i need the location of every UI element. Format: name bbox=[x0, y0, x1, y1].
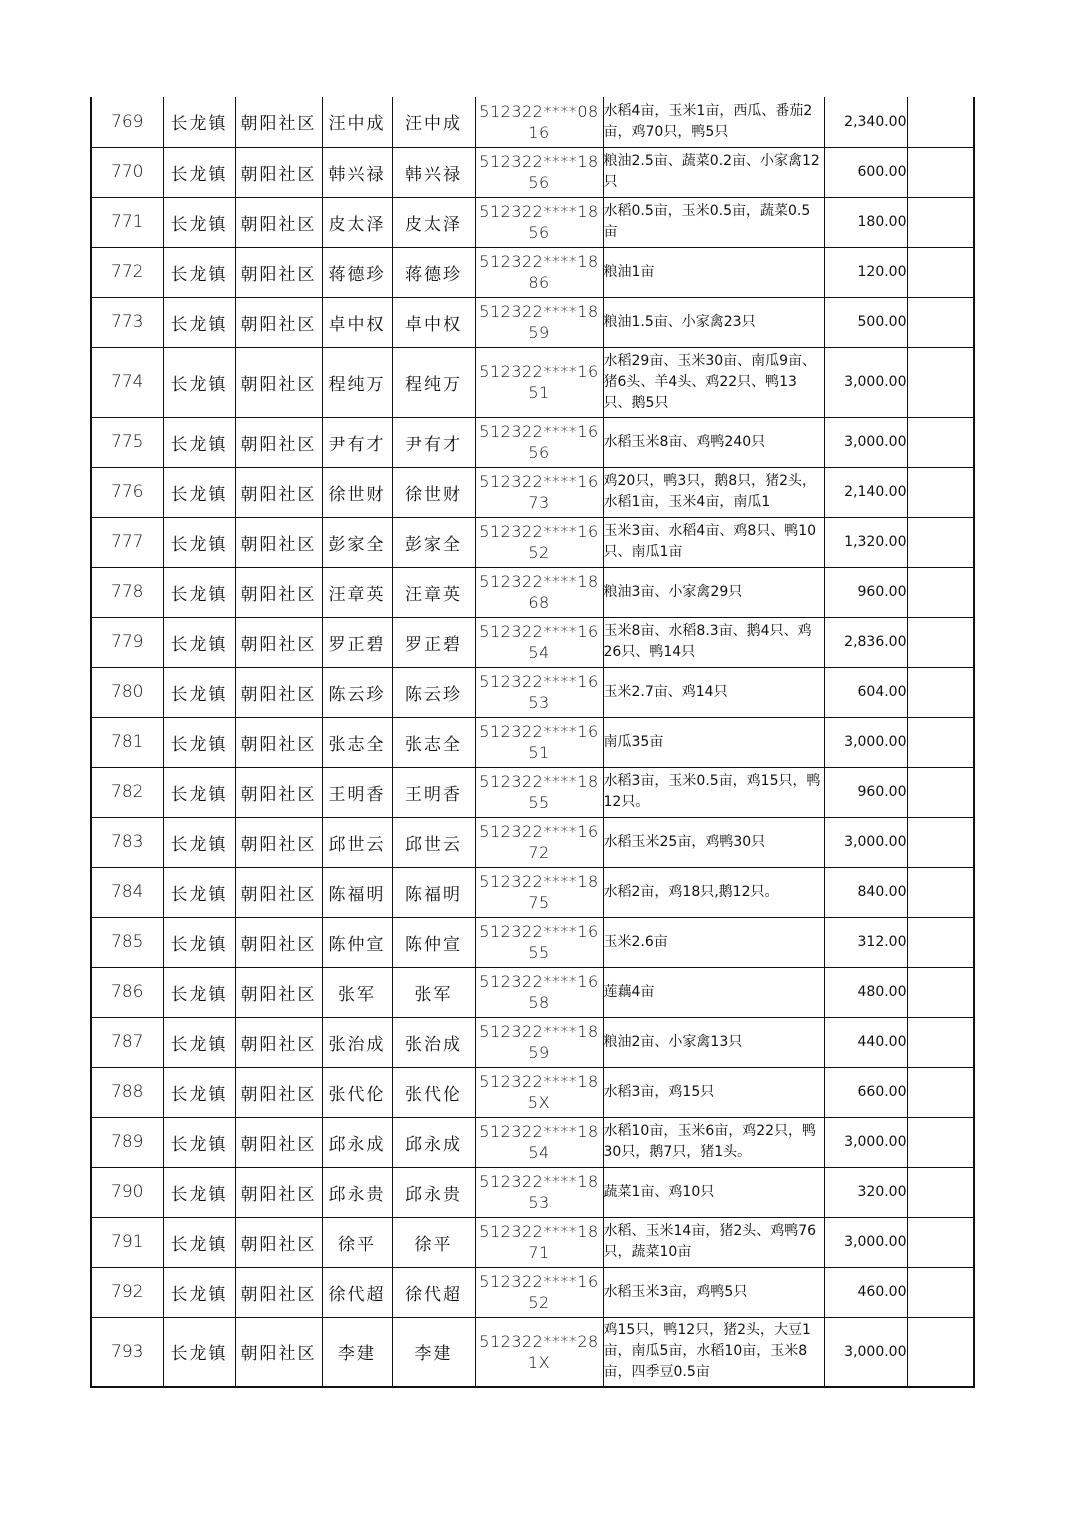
table-body bbox=[91, 97, 974, 1387]
cell-id-number: 512322****0816 bbox=[475, 97, 603, 147]
cell-name: 李建 bbox=[322, 1317, 392, 1387]
cell-id-number: 512322****1652 bbox=[475, 1267, 603, 1317]
cell-community: 朝阳社区 bbox=[235, 767, 322, 817]
cell-remark bbox=[907, 347, 974, 417]
cell-community: 朝阳社区 bbox=[235, 297, 322, 347]
cell-recipient: 陈仲宣 bbox=[392, 917, 475, 967]
cell-town: 长龙镇 bbox=[163, 1117, 235, 1167]
cell-community: 朝阳社区 bbox=[235, 1167, 322, 1217]
cell-recipient: 张军 bbox=[392, 967, 475, 1017]
cell-community: 朝阳社区 bbox=[235, 1217, 322, 1267]
cell-amount: 1,320.00 bbox=[824, 517, 907, 567]
cell-crops: 水稻3亩，鸡15只 bbox=[603, 1067, 824, 1117]
cell-crops: 鸡20只，鸭3只，鹅8只，猪2头，水稻1亩，玉米4亩，南瓜1 bbox=[603, 467, 824, 517]
cell-number: 775 bbox=[91, 417, 163, 467]
cell-town: 长龙镇 bbox=[163, 417, 235, 467]
cell-community: 朝阳社区 bbox=[235, 717, 322, 767]
cell-name: 韩兴禄 bbox=[322, 147, 392, 197]
cell-name: 徐世财 bbox=[322, 467, 392, 517]
cell-crops: 水稻10亩，玉米6亩，鸡22只，鸭30只，鹅7只，猪1头。 bbox=[603, 1117, 824, 1167]
cell-community: 朝阳社区 bbox=[235, 417, 322, 467]
cell-amount: 460.00 bbox=[824, 1267, 907, 1317]
table-row bbox=[91, 467, 974, 517]
cell-name: 徐代超 bbox=[322, 1267, 392, 1317]
cell-recipient: 汪章英 bbox=[392, 567, 475, 617]
cell-remark bbox=[907, 717, 974, 767]
cell-amount: 3,000.00 bbox=[824, 1117, 907, 1167]
cell-crops: 玉米3亩、水稻4亩、鸡8只、鸭10只、南瓜1亩 bbox=[603, 517, 824, 567]
cell-community: 朝阳社区 bbox=[235, 1117, 322, 1167]
cell-recipient: 皮太泽 bbox=[392, 197, 475, 247]
cell-remark bbox=[907, 467, 974, 517]
cell-name: 陈云珍 bbox=[322, 667, 392, 717]
cell-id-number: 512322****1652 bbox=[475, 517, 603, 567]
cell-crops: 水稻4亩，玉米1亩，西瓜、番茄2亩，鸡70只，鸭5只 bbox=[603, 97, 824, 147]
cell-community: 朝阳社区 bbox=[235, 97, 322, 147]
cell-recipient: 李建 bbox=[392, 1317, 475, 1387]
table-row bbox=[91, 1167, 974, 1217]
cell-amount: 840.00 bbox=[824, 867, 907, 917]
cell-number: 779 bbox=[91, 617, 163, 667]
cell-crops: 粮油2.5亩、蔬菜0.2亩、小家禽12只 bbox=[603, 147, 824, 197]
cell-community: 朝阳社区 bbox=[235, 1067, 322, 1117]
cell-number: 783 bbox=[91, 817, 163, 867]
cell-town: 长龙镇 bbox=[163, 517, 235, 567]
table-row bbox=[91, 1067, 974, 1117]
cell-crops: 粮油1.5亩、小家禽23只 bbox=[603, 297, 824, 347]
table-row bbox=[91, 517, 974, 567]
cell-crops: 水稻0.5亩，玉米0.5亩，蔬菜0.5亩 bbox=[603, 197, 824, 247]
cell-name: 蒋德珍 bbox=[322, 247, 392, 297]
cell-name: 皮太泽 bbox=[322, 197, 392, 247]
cell-name: 汪章英 bbox=[322, 567, 392, 617]
cell-number: 791 bbox=[91, 1217, 163, 1267]
cell-crops: 莲藕4亩 bbox=[603, 967, 824, 1017]
cell-number: 771 bbox=[91, 197, 163, 247]
cell-name: 张代伦 bbox=[322, 1067, 392, 1117]
cell-amount: 3,000.00 bbox=[824, 1217, 907, 1267]
cell-number: 778 bbox=[91, 567, 163, 617]
table-row bbox=[91, 967, 974, 1017]
table-row bbox=[91, 347, 974, 417]
cell-name: 彭家全 bbox=[322, 517, 392, 567]
cell-recipient: 汪中成 bbox=[392, 97, 475, 147]
cell-name: 卓中权 bbox=[322, 297, 392, 347]
subsidy-table bbox=[90, 97, 975, 1388]
cell-remark bbox=[907, 1067, 974, 1117]
cell-name: 尹有才 bbox=[322, 417, 392, 467]
cell-recipient: 王明香 bbox=[392, 767, 475, 817]
cell-remark bbox=[907, 1117, 974, 1167]
cell-number: 792 bbox=[91, 1267, 163, 1317]
cell-number: 772 bbox=[91, 247, 163, 297]
cell-town: 长龙镇 bbox=[163, 867, 235, 917]
cell-amount: 2,836.00 bbox=[824, 617, 907, 667]
cell-remark bbox=[907, 867, 974, 917]
cell-town: 长龙镇 bbox=[163, 667, 235, 717]
cell-id-number: 512322****185X bbox=[475, 1067, 603, 1117]
cell-recipient: 张代伦 bbox=[392, 1067, 475, 1117]
cell-name: 罗正碧 bbox=[322, 617, 392, 667]
table-row bbox=[91, 917, 974, 967]
table-row bbox=[91, 767, 974, 817]
cell-amount: 3,000.00 bbox=[824, 1317, 907, 1387]
cell-amount: 3,000.00 bbox=[824, 417, 907, 467]
cell-crops: 粮油1亩 bbox=[603, 247, 824, 297]
cell-amount: 3,000.00 bbox=[824, 347, 907, 417]
cell-name: 张志全 bbox=[322, 717, 392, 767]
cell-id-number: 512322****1856 bbox=[475, 197, 603, 247]
cell-number: 790 bbox=[91, 1167, 163, 1217]
cell-town: 长龙镇 bbox=[163, 467, 235, 517]
cell-community: 朝阳社区 bbox=[235, 1317, 322, 1387]
cell-remark bbox=[907, 1167, 974, 1217]
cell-name: 陈仲宣 bbox=[322, 917, 392, 967]
cell-amount: 604.00 bbox=[824, 667, 907, 717]
cell-remark bbox=[907, 817, 974, 867]
cell-town: 长龙镇 bbox=[163, 1017, 235, 1067]
cell-remark bbox=[907, 617, 974, 667]
cell-recipient: 尹有才 bbox=[392, 417, 475, 467]
cell-recipient: 邱世云 bbox=[392, 817, 475, 867]
table-row bbox=[91, 617, 974, 667]
cell-crops: 水稻2亩，鸡18只,鹅12只。 bbox=[603, 867, 824, 917]
cell-id-number: 512322****1658 bbox=[475, 967, 603, 1017]
cell-amount: 960.00 bbox=[824, 567, 907, 617]
cell-number: 773 bbox=[91, 297, 163, 347]
cell-crops: 水稻3亩，玉米0.5亩，鸡15只，鸭12只。 bbox=[603, 767, 824, 817]
cell-recipient: 蒋德珍 bbox=[392, 247, 475, 297]
table-row bbox=[91, 97, 974, 147]
cell-town: 长龙镇 bbox=[163, 817, 235, 867]
cell-id-number: 512322****1854 bbox=[475, 1117, 603, 1167]
cell-town: 长龙镇 bbox=[163, 717, 235, 767]
cell-id-number: 512322****1855 bbox=[475, 767, 603, 817]
cell-community: 朝阳社区 bbox=[235, 917, 322, 967]
cell-name: 邱世云 bbox=[322, 817, 392, 867]
cell-remark bbox=[907, 517, 974, 567]
cell-id-number: 512322****281X bbox=[475, 1317, 603, 1387]
cell-number: 777 bbox=[91, 517, 163, 567]
table-row bbox=[91, 1317, 974, 1387]
cell-amount: 3,000.00 bbox=[824, 717, 907, 767]
cell-crops: 玉米2.7亩、鸡14只 bbox=[603, 667, 824, 717]
cell-id-number: 512322****1859 bbox=[475, 1017, 603, 1067]
cell-recipient: 陈云珍 bbox=[392, 667, 475, 717]
cell-recipient: 邱永成 bbox=[392, 1117, 475, 1167]
cell-town: 长龙镇 bbox=[163, 617, 235, 667]
cell-remark bbox=[907, 667, 974, 717]
cell-town: 长龙镇 bbox=[163, 767, 235, 817]
cell-name: 徐平 bbox=[322, 1217, 392, 1267]
cell-crops: 鸡15只，鸭12只，猪2头，大豆1亩，南瓜5亩，水稻10亩，玉米8亩，四季豆0.5亩 bbox=[603, 1317, 824, 1387]
cell-recipient: 徐平 bbox=[392, 1217, 475, 1267]
cell-id-number: 512322****1654 bbox=[475, 617, 603, 667]
cell-id-number: 512322****1859 bbox=[475, 297, 603, 347]
cell-remark bbox=[907, 1317, 974, 1387]
cell-name: 陈福明 bbox=[322, 867, 392, 917]
table-row bbox=[91, 247, 974, 297]
cell-amount: 3,000.00 bbox=[824, 817, 907, 867]
table-row bbox=[91, 147, 974, 197]
cell-crops: 粮油3亩、小家禽29只 bbox=[603, 567, 824, 617]
cell-town: 长龙镇 bbox=[163, 347, 235, 417]
cell-id-number: 512322****1886 bbox=[475, 247, 603, 297]
cell-community: 朝阳社区 bbox=[235, 1267, 322, 1317]
cell-name: 张治成 bbox=[322, 1017, 392, 1067]
table-row bbox=[91, 1017, 974, 1067]
cell-community: 朝阳社区 bbox=[235, 247, 322, 297]
cell-town: 长龙镇 bbox=[163, 1067, 235, 1117]
cell-crops: 水稻29亩、玉米30亩、南瓜9亩、猪6头、羊4头、鸡22只、鸭13只、鹅5只 bbox=[603, 347, 824, 417]
cell-town: 长龙镇 bbox=[163, 297, 235, 347]
cell-remark bbox=[907, 417, 974, 467]
cell-town: 长龙镇 bbox=[163, 1317, 235, 1387]
cell-amount: 120.00 bbox=[824, 247, 907, 297]
cell-remark bbox=[907, 247, 974, 297]
cell-id-number: 512322****1672 bbox=[475, 817, 603, 867]
cell-number: 787 bbox=[91, 1017, 163, 1067]
cell-recipient: 徐世财 bbox=[392, 467, 475, 517]
cell-recipient: 彭家全 bbox=[392, 517, 475, 567]
cell-town: 长龙镇 bbox=[163, 1267, 235, 1317]
cell-number: 784 bbox=[91, 867, 163, 917]
cell-number: 770 bbox=[91, 147, 163, 197]
cell-town: 长龙镇 bbox=[163, 197, 235, 247]
cell-number: 789 bbox=[91, 1117, 163, 1167]
cell-name: 邱永成 bbox=[322, 1117, 392, 1167]
cell-number: 782 bbox=[91, 767, 163, 817]
table-row bbox=[91, 867, 974, 917]
cell-town: 长龙镇 bbox=[163, 247, 235, 297]
cell-recipient: 张治成 bbox=[392, 1017, 475, 1067]
cell-crops: 南瓜35亩 bbox=[603, 717, 824, 767]
cell-id-number: 512322****1856 bbox=[475, 147, 603, 197]
table-row bbox=[91, 297, 974, 347]
cell-crops: 蔬菜1亩、鸡10只 bbox=[603, 1167, 824, 1217]
cell-remark bbox=[907, 297, 974, 347]
cell-community: 朝阳社区 bbox=[235, 617, 322, 667]
cell-community: 朝阳社区 bbox=[235, 817, 322, 867]
cell-community: 朝阳社区 bbox=[235, 347, 322, 417]
cell-recipient: 韩兴禄 bbox=[392, 147, 475, 197]
cell-amount: 320.00 bbox=[824, 1167, 907, 1217]
cell-id-number: 512322****1871 bbox=[475, 1217, 603, 1267]
cell-id-number: 512322****1651 bbox=[475, 717, 603, 767]
cell-crops: 玉米8亩、水稻8.3亩、鹅4只、鸡26只、鸭14只 bbox=[603, 617, 824, 667]
cell-amount: 600.00 bbox=[824, 147, 907, 197]
cell-community: 朝阳社区 bbox=[235, 867, 322, 917]
table-row bbox=[91, 717, 974, 767]
table-row bbox=[91, 567, 974, 617]
table-row bbox=[91, 1117, 974, 1167]
cell-crops: 水稻玉米3亩，鸡鸭5只 bbox=[603, 1267, 824, 1317]
cell-remark bbox=[907, 567, 974, 617]
cell-remark bbox=[907, 1217, 974, 1267]
cell-remark bbox=[907, 1017, 974, 1067]
cell-number: 776 bbox=[91, 467, 163, 517]
table-row bbox=[91, 197, 974, 247]
table-row bbox=[91, 817, 974, 867]
cell-name: 王明香 bbox=[322, 767, 392, 817]
cell-crops: 水稻、玉米14亩，猪2头、鸡鸭76只，蔬菜10亩 bbox=[603, 1217, 824, 1267]
cell-name: 张军 bbox=[322, 967, 392, 1017]
cell-name: 邱永贵 bbox=[322, 1167, 392, 1217]
table-row bbox=[91, 1267, 974, 1317]
cell-community: 朝阳社区 bbox=[235, 517, 322, 567]
cell-remark bbox=[907, 967, 974, 1017]
cell-number: 788 bbox=[91, 1067, 163, 1117]
cell-remark bbox=[907, 917, 974, 967]
cell-id-number: 512322****1655 bbox=[475, 917, 603, 967]
cell-recipient: 徐代超 bbox=[392, 1267, 475, 1317]
cell-number: 774 bbox=[91, 347, 163, 417]
cell-recipient: 邱永贵 bbox=[392, 1167, 475, 1217]
cell-recipient: 张志全 bbox=[392, 717, 475, 767]
cell-id-number: 512322****1868 bbox=[475, 567, 603, 617]
cell-name: 汪中成 bbox=[322, 97, 392, 147]
cell-amount: 500.00 bbox=[824, 297, 907, 347]
cell-community: 朝阳社区 bbox=[235, 1017, 322, 1067]
table-row bbox=[91, 417, 974, 467]
cell-amount: 2,340.00 bbox=[824, 97, 907, 147]
cell-recipient: 陈福明 bbox=[392, 867, 475, 917]
cell-town: 长龙镇 bbox=[163, 147, 235, 197]
cell-remark bbox=[907, 97, 974, 147]
cell-amount: 440.00 bbox=[824, 1017, 907, 1067]
cell-town: 长龙镇 bbox=[163, 567, 235, 617]
cell-recipient: 卓中权 bbox=[392, 297, 475, 347]
cell-community: 朝阳社区 bbox=[235, 147, 322, 197]
cell-amount: 960.00 bbox=[824, 767, 907, 817]
table-row bbox=[91, 1217, 974, 1267]
cell-amount: 180.00 bbox=[824, 197, 907, 247]
cell-id-number: 512322****1875 bbox=[475, 867, 603, 917]
cell-id-number: 512322****1673 bbox=[475, 467, 603, 517]
cell-number: 781 bbox=[91, 717, 163, 767]
cell-town: 长龙镇 bbox=[163, 1167, 235, 1217]
cell-number: 769 bbox=[91, 97, 163, 147]
cell-name: 程纯万 bbox=[322, 347, 392, 417]
cell-community: 朝阳社区 bbox=[235, 467, 322, 517]
table-row bbox=[91, 667, 974, 717]
cell-crops: 水稻玉米8亩、鸡鸭240只 bbox=[603, 417, 824, 467]
cell-recipient: 罗正碧 bbox=[392, 617, 475, 667]
cell-remark bbox=[907, 197, 974, 247]
cell-number: 793 bbox=[91, 1317, 163, 1387]
cell-town: 长龙镇 bbox=[163, 1217, 235, 1267]
cell-community: 朝阳社区 bbox=[235, 197, 322, 247]
cell-community: 朝阳社区 bbox=[235, 967, 322, 1017]
cell-number: 780 bbox=[91, 667, 163, 717]
cell-crops: 玉米2.6亩 bbox=[603, 917, 824, 967]
cell-amount: 2,140.00 bbox=[824, 467, 907, 517]
cell-id-number: 512322****1853 bbox=[475, 1167, 603, 1217]
cell-id-number: 512322****1656 bbox=[475, 417, 603, 467]
cell-amount: 480.00 bbox=[824, 967, 907, 1017]
cell-remark bbox=[907, 767, 974, 817]
cell-remark bbox=[907, 1267, 974, 1317]
cell-crops: 粮油2亩、小家禽13只 bbox=[603, 1017, 824, 1067]
cell-amount: 312.00 bbox=[824, 917, 907, 967]
cell-number: 785 bbox=[91, 917, 163, 967]
cell-town: 长龙镇 bbox=[163, 967, 235, 1017]
cell-recipient: 程纯万 bbox=[392, 347, 475, 417]
cell-town: 长龙镇 bbox=[163, 917, 235, 967]
cell-number: 786 bbox=[91, 967, 163, 1017]
cell-remark bbox=[907, 147, 974, 197]
cell-town: 长龙镇 bbox=[163, 97, 235, 147]
cell-community: 朝阳社区 bbox=[235, 567, 322, 617]
cell-id-number: 512322****1653 bbox=[475, 667, 603, 717]
cell-crops: 水稻玉米25亩，鸡鸭30只 bbox=[603, 817, 824, 867]
cell-community: 朝阳社区 bbox=[235, 667, 322, 717]
cell-amount: 660.00 bbox=[824, 1067, 907, 1117]
cell-id-number: 512322****1651 bbox=[475, 347, 603, 417]
